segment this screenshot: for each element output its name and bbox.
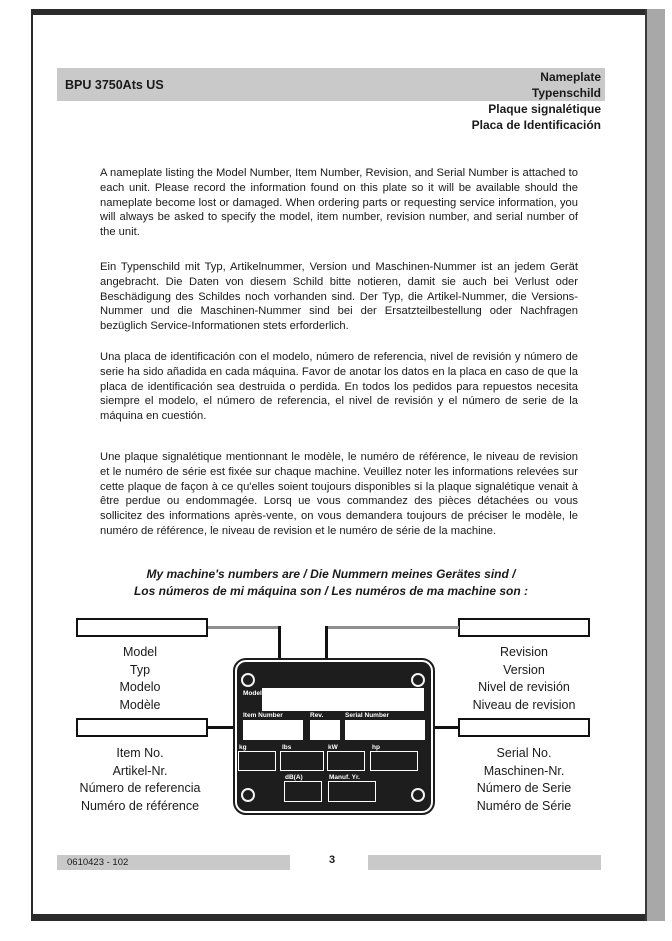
item-writein-box — [76, 718, 208, 737]
model-label-es: Modelo — [119, 680, 161, 694]
plate-serial-label: Serial Number — [345, 712, 390, 719]
paragraph-german: Ein Typenschild mit Typ, Artikelnummer, Version und Maschinen-Nummer ist an jedem Gerät angebracht. Die Daten von diesem Schild bitte notieren, damit sie auch bei Verlust oder Beschädigung des Schildes noch vorhanden sind. Der Typ, die Artikel-Nummer, die Versions- Nummer und die Maschinen-Nummer sind bei der Ersatzteilbestellung oder Nachfragen bezüglich Service-Informationen stets erforderlich. — [100, 261, 578, 333]
plate-item-field — [243, 720, 303, 740]
footer-right-bar — [368, 855, 601, 870]
prompt-line-2: Los números de mi máquina son / Les numéros de ma machine son : — [133, 583, 529, 598]
serial-label-en: Serial No. — [496, 746, 552, 760]
footer-doc-bar — [57, 855, 290, 870]
serial-label-fr: Numéro de Série — [476, 798, 572, 813]
model-label-stack — [50, 644, 230, 714]
revision-label-de: Version — [503, 662, 545, 677]
plate-rev-field — [310, 720, 340, 740]
model-writein-box — [76, 618, 208, 637]
revision-writein-box — [458, 618, 590, 637]
item-label-en: Item No. — [116, 746, 164, 760]
revision-label-en: Revision — [500, 645, 548, 659]
nameplate-illustration — [233, 658, 435, 815]
plate-item-label: Item Number — [243, 712, 283, 719]
plate-kg-label: kg — [239, 744, 247, 751]
plate-lbs-label: lbs — [282, 744, 292, 751]
paragraph-english: A nameplate listing the Model Number, Item Number, Revision, and Serial Number is attached to each unit. Please record the information found on this plate so it will be available should the nameplate become lost or damaged. When ordering parts or requesting service information, you will always be asked to specify the model, item number, revision number, and serial number of the unit. — [100, 167, 578, 239]
screw-hole-icon — [241, 788, 255, 802]
item-label-es: Número de referencia — [79, 781, 201, 795]
revision-label-stack — [434, 644, 614, 714]
page-title-en: Nameplate — [540, 70, 601, 84]
model-connector-line — [208, 626, 281, 629]
plate-dba-label: dB(A) — [285, 774, 303, 781]
scan-border-left — [31, 9, 33, 921]
scan-border-bottom — [33, 914, 645, 921]
revision-connector-line — [327, 626, 459, 629]
header-titles-inbar — [532, 68, 605, 101]
nameplate-face — [237, 662, 431, 811]
product-title: BPU 3750Ats US — [65, 77, 164, 92]
serial-writein-box — [458, 718, 590, 737]
screw-hole-icon — [411, 788, 425, 802]
plate-hp-box — [370, 751, 418, 771]
screw-hole-icon — [241, 673, 255, 687]
model-label-en: Model — [122, 645, 158, 659]
item-label-de: Artikel-Nr. — [112, 763, 168, 778]
plate-model-label: Model — [243, 690, 262, 697]
page-number: 3 — [328, 854, 336, 866]
plate-model-field — [262, 688, 424, 711]
header-bar — [57, 68, 605, 101]
serial-label-de: Maschinen-Nr. — [483, 763, 565, 778]
scan-border-right — [645, 9, 665, 921]
model-label-de: Typ — [129, 662, 151, 677]
header-titles-below — [57, 101, 605, 133]
item-label-fr: Numéro de référence — [80, 798, 200, 813]
plate-kw-label: kW — [328, 744, 338, 751]
paragraph-french: Une plaque signalétique mentionnant le modèle, le numéro de référence, le niveau de revision et le numéro de série est fixée sur chaque machine. Veuillez noter les informations relevées sur cette plaque de façon à ce qu'elles soient toujours disponibles si la plaque signalétique venait à être perdue ou endommagée. Lorsq ue vous commandez des pièces détachées ou vous sollicitez des informations après-vente, on vous demandera toujours de préciser le modèle, le numéro de référence, le niveau de revision et le numéro de série de la machine. — [100, 451, 578, 537]
plate-kw-box — [327, 751, 365, 771]
revision-label-fr: Niveau de revision — [472, 697, 576, 712]
serial-label-stack — [434, 745, 614, 815]
paragraph-spanish: Una placa de identificación con el modelo, número de referencia, nivel de revisión y número de serie ha sido añadida en cada máquina. Favor de anotar los datos en la placa en caso de que la placa de identificación sea destruida o perdida. En todos los pedidos para repuestos necesita siempre el modelo, el número de referencia, el nivel de revisión y el número de serie de la máquina en cuestión. — [100, 351, 578, 423]
plate-manufyr-box — [328, 781, 376, 802]
prompt-line-1: My machine's numbers are / Die Nummern meines Gerätes sind / — [146, 567, 516, 581]
screw-hole-icon — [411, 673, 425, 687]
revision-label-es: Nivel de revisión — [478, 680, 570, 694]
page-title-es: Placa de Identificación — [471, 118, 601, 132]
serial-label-es: Número de Serie — [476, 781, 572, 795]
plate-lbs-box — [280, 751, 324, 771]
page-title-de: Typenschild — [531, 86, 601, 100]
plate-kg-box — [238, 751, 276, 771]
scan-border-top — [33, 9, 645, 15]
plate-rev-label: Rev. — [310, 712, 324, 719]
page-title-fr: Plaque signalétique — [488, 102, 601, 116]
doc-number: 0610423 - 102 — [67, 857, 129, 868]
model-label-fr: Modèle — [119, 697, 161, 712]
plate-serial-field — [345, 720, 425, 740]
plate-dba-box — [284, 781, 322, 802]
plate-manufyr-label: Manuf. Yr. — [329, 774, 360, 781]
plate-hp-label: hp — [372, 744, 380, 751]
machine-numbers-prompt — [57, 566, 605, 599]
item-label-stack — [50, 745, 230, 815]
